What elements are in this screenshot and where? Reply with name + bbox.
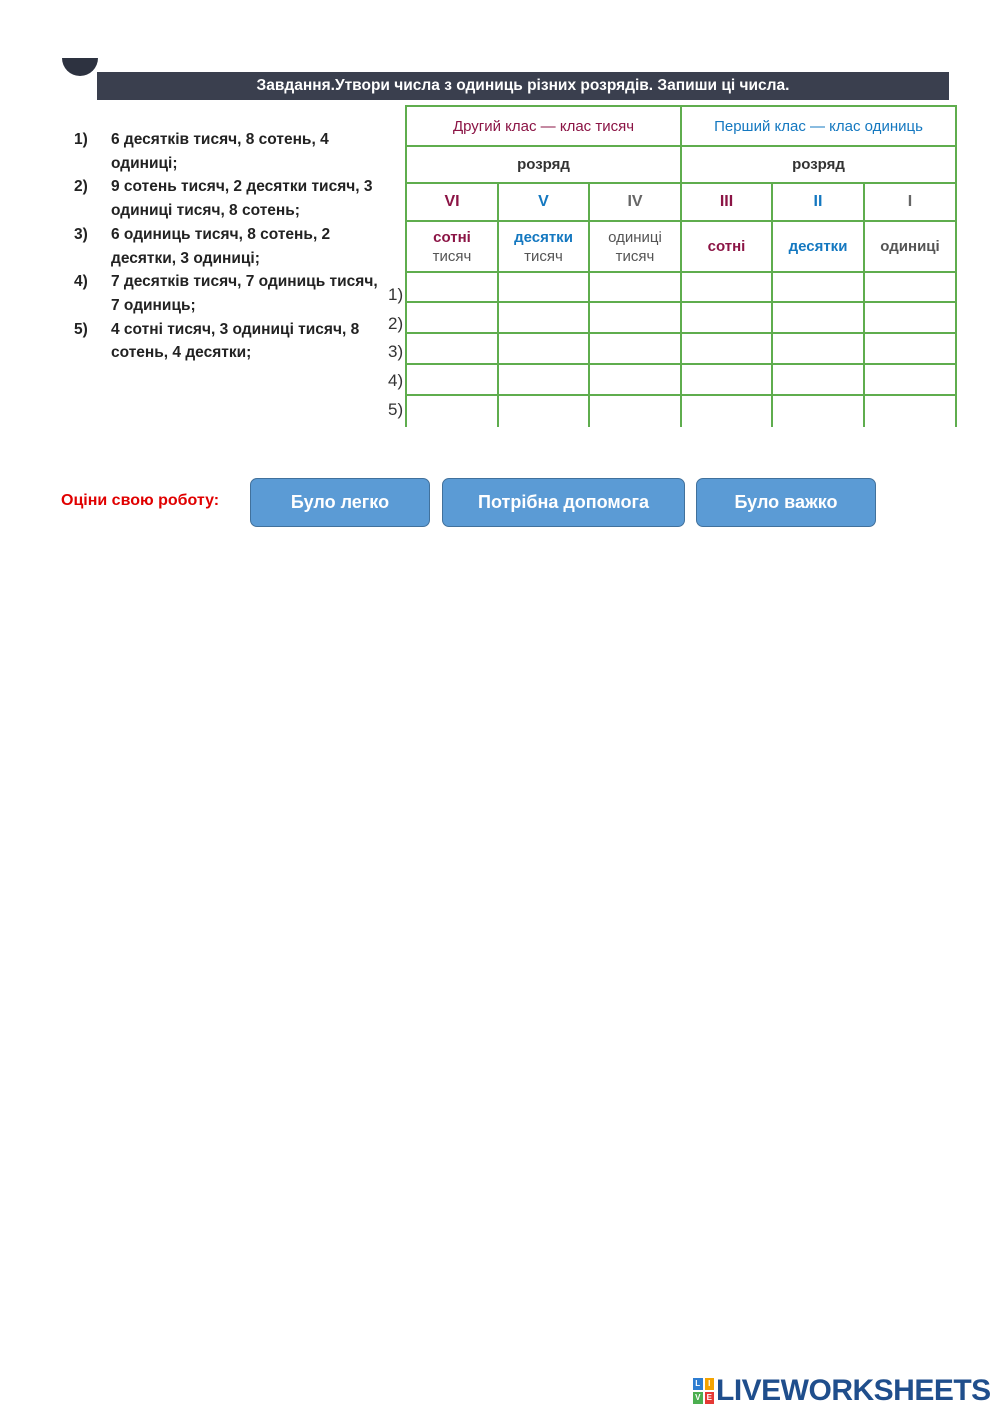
answer-cell[interactable] — [863, 301, 957, 334]
task-item-text: 6 десятків тисяч, 8 сотень, 4 одиниці; — [111, 131, 329, 172]
answer-cell[interactable] — [771, 394, 865, 429]
answer-cell[interactable] — [680, 332, 773, 365]
logo-letter: E — [705, 1392, 715, 1404]
table-cut-edge — [405, 427, 957, 433]
task-item-number: 2) — [74, 178, 88, 196]
answer-cell[interactable] — [771, 301, 865, 334]
rozryad-header-thousands: розряд — [405, 145, 682, 184]
answer-cell[interactable] — [497, 394, 590, 429]
answer-cell[interactable] — [863, 394, 957, 429]
task-item-text: 6 одиниць тисяч, 8 сотень, 2 десятки, 3 одиниці; — [111, 225, 331, 267]
row-label: 1) — [388, 285, 404, 304]
answer-cell[interactable] — [405, 394, 499, 429]
task-item-number: 3) — [74, 225, 88, 243]
task-item-number: 4) — [74, 273, 88, 291]
task-item-text: 7 десятків тисяч, 7 одиниць тисяч, 7 одиниць; — [111, 273, 378, 314]
task-item-number: 5) — [74, 320, 88, 338]
place-value-table — [405, 105, 955, 431]
answer-cell[interactable] — [588, 394, 682, 429]
roman-ii: II — [771, 182, 865, 222]
task-item — [74, 128, 379, 175]
roman-iv: IV — [588, 182, 682, 222]
logo-letter: I — [705, 1378, 715, 1390]
rating-label: Оціни свою роботу: — [61, 492, 220, 509]
answer-cell[interactable] — [680, 301, 773, 334]
easy-button[interactable]: Було легко — [250, 478, 430, 527]
roman-i: I — [863, 182, 957, 222]
logo-letter: L — [693, 1378, 703, 1390]
answer-cell[interactable] — [680, 363, 773, 396]
answer-cell[interactable] — [588, 363, 682, 396]
answer-cell[interactable] — [497, 363, 590, 396]
row-label: 5) — [388, 400, 404, 419]
logo-letter: V — [693, 1392, 703, 1404]
answer-cell[interactable] — [588, 271, 682, 303]
hard-button[interactable]: Було важко — [696, 478, 876, 527]
need-help-button[interactable]: Потрібна допомога — [442, 478, 685, 527]
unit-tens — [771, 220, 865, 273]
unit-hundreds — [680, 220, 773, 273]
answer-cell[interactable] — [497, 301, 590, 334]
task-item — [74, 175, 379, 222]
answer-cell[interactable] — [863, 271, 957, 303]
row-label: 4) — [388, 371, 404, 390]
task-item-text: 4 сотні тисяч, 3 одиниці тисяч, 8 сотень, 4 десятки; — [111, 320, 360, 362]
unit-sub-label: тисяч — [432, 247, 472, 265]
roman-vi: VI — [405, 182, 499, 222]
liveworksheets-logo-icon — [693, 1378, 714, 1404]
roman-iii: III — [680, 182, 773, 222]
task-item-text: 9 сотень тисяч, 2 десятки тисяч, 3 одиниці тисяч, 8 сотень; — [111, 178, 373, 220]
task-list — [74, 128, 379, 365]
task-item — [74, 223, 379, 270]
answer-cell[interactable] — [771, 363, 865, 396]
corner-decoration — [62, 58, 98, 76]
liveworksheets-brand — [693, 1374, 991, 1408]
unit-tens-thousands — [497, 220, 590, 273]
answer-cell[interactable] — [680, 394, 773, 429]
unit-sub-label: тисяч — [524, 247, 563, 265]
answer-cell[interactable] — [497, 271, 590, 303]
class-units-header: Перший клас — клас одиниць — [680, 105, 957, 147]
task-title: Завдання.Утвори числа з одиниць різних розрядів. Запиши ці числа. — [97, 72, 949, 100]
unit-main-label: одиниці — [880, 238, 940, 255]
task-item — [74, 318, 379, 365]
task-item-number: 1) — [74, 131, 88, 148]
unit-main-label: одиниці — [608, 228, 662, 246]
unit-ones-thousands — [588, 220, 682, 273]
answer-cell[interactable] — [497, 332, 590, 365]
unit-main-label: сотні — [707, 238, 746, 255]
answer-cell[interactable] — [588, 301, 682, 334]
answer-cell[interactable] — [405, 301, 499, 334]
class-thousands-header: Другий клас — клас тисяч — [405, 105, 682, 147]
answer-cell[interactable] — [863, 332, 957, 365]
unit-ones — [863, 220, 957, 273]
answer-cell[interactable] — [405, 363, 499, 396]
task-item — [74, 270, 379, 317]
answer-cell[interactable] — [405, 271, 499, 303]
roman-v: V — [497, 182, 590, 222]
unit-main-label: десятки — [514, 228, 573, 246]
answer-cell[interactable] — [680, 271, 773, 303]
rozryad-header-units: розряд — [680, 145, 957, 184]
answer-cell[interactable] — [771, 271, 865, 303]
answer-cell[interactable] — [405, 332, 499, 365]
brand-name: LIVEWORKSHEETS — [716, 1374, 991, 1407]
row-label: 3) — [388, 342, 404, 361]
unit-hundreds-thousands — [405, 220, 499, 273]
unit-sub-label: тисяч — [615, 247, 655, 265]
unit-main-label: десятки — [788, 238, 848, 255]
answer-cell[interactable] — [588, 332, 682, 365]
unit-main-label: сотні — [433, 228, 471, 246]
answer-cell[interactable] — [863, 363, 957, 396]
row-label: 2) — [388, 314, 404, 333]
answer-cell[interactable] — [771, 332, 865, 365]
